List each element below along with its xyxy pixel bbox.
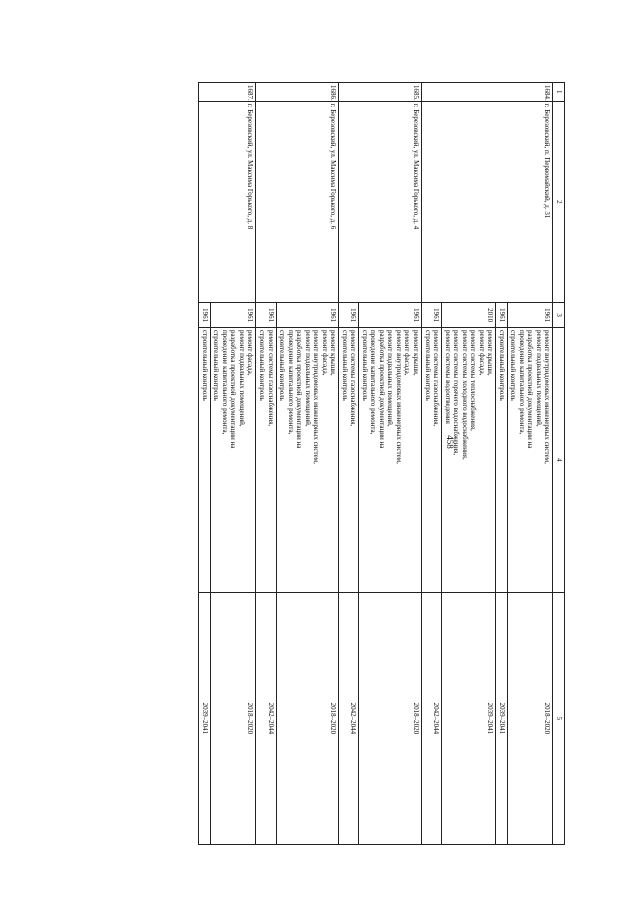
work-item: ремонт системы водоотведения: [443, 330, 452, 424]
work-item: строительный контроль: [258, 330, 266, 401]
year-cell: 1961: [359, 303, 422, 328]
table-row: [507, 83, 553, 845]
column-number: 4: [553, 328, 565, 593]
period-cell: 2018–2020: [210, 592, 256, 844]
column-number: 2: [553, 101, 565, 303]
period-cell: 2018–2020: [359, 592, 422, 844]
work-item: ремонт крыши,: [329, 330, 338, 376]
work-list: [442, 328, 496, 593]
work-list: [507, 328, 553, 593]
period-cell: 2039–2041: [199, 592, 211, 844]
year-cell: 1961: [256, 303, 276, 328]
work-list: [199, 328, 211, 593]
building-address: г. Березовский, п. Первомайский, д. 31: [422, 101, 553, 303]
table-row: [359, 83, 422, 845]
period-cell: 2042–2044: [422, 592, 442, 844]
work-item: разработка проектной документации на: [229, 330, 238, 449]
work-item: разработка проектной документации на: [377, 330, 386, 449]
period-cell: 2018–2020: [507, 592, 553, 844]
row-number: 1687.: [199, 83, 256, 102]
period-cell: 2039–2041: [496, 592, 508, 844]
work-item: строительный контроль: [509, 330, 518, 401]
period-cell: 2042–2044: [256, 592, 276, 844]
work-list: [339, 328, 359, 593]
building-address: г. Березовский, ул. Максима Горького, д. 6: [256, 101, 339, 303]
column-number: 5: [553, 592, 565, 844]
work-item: ремонт фасада,: [403, 330, 412, 376]
work-item: ремонт системы газоснабжения,: [432, 330, 441, 427]
work-item: строительный контроль: [200, 330, 209, 401]
work-item: ремонт фасада,: [320, 330, 329, 376]
work-item: проведение капитального ремонта,: [517, 330, 526, 435]
work-item: ремонт крыши,: [412, 330, 421, 376]
row-number: 1686.: [256, 83, 339, 102]
table-row: [276, 83, 339, 845]
column-number: 3: [553, 303, 565, 328]
work-item: ремонт подвальных помещений,: [386, 330, 395, 427]
work-item: строительный контроль: [360, 330, 369, 401]
work-item: разработка проектной документации на: [295, 330, 304, 449]
work-item: строительный контроль: [340, 330, 349, 401]
period-cell: 2039–2041: [442, 592, 496, 844]
work-item: строительный контроль: [423, 330, 432, 401]
column-number: 1: [553, 83, 565, 102]
work-item: ремонт подвальных помещений,: [534, 330, 543, 427]
building-address: г. Березовский, ул. Максима Горького, д. 8: [199, 101, 256, 303]
work-item: ремонт фасада,: [246, 330, 255, 376]
work-list: [496, 328, 508, 593]
work-item: ремонт системы газоснабжения,: [349, 330, 358, 427]
work-item: ремонт системы теплоснабжения,: [469, 330, 478, 431]
work-list: [359, 328, 422, 593]
work-item: ремонт внутридомовых инженерных систем,: [394, 330, 403, 464]
year-cell: 1961: [276, 303, 339, 328]
work-list: [210, 328, 256, 593]
work-list: [422, 328, 442, 593]
page-number: 458: [445, 435, 455, 449]
year-cell: 1961: [422, 303, 442, 328]
period-cell: 2018–2020: [276, 592, 339, 844]
work-list: [276, 328, 339, 593]
work-item: ремонт крыши,: [486, 330, 495, 376]
work-item: ремонт системы холодного водоснабжения,: [460, 330, 469, 460]
capital-repair-table: [76, 82, 565, 845]
year-cell: 1961: [210, 303, 256, 328]
row-number: 1684.: [422, 83, 553, 102]
work-item: ремонт внутридомовых инженерных систем,: [543, 330, 552, 464]
building-address: г. Березовский, ул. Максима Горького, д. 4: [339, 101, 422, 303]
work-item: ремонт фасада,: [477, 330, 486, 376]
work-list: [256, 328, 276, 593]
year-cell: 1961: [199, 303, 211, 328]
work-item: строительный контроль: [212, 330, 221, 401]
work-item: проведение капитального ремонта,: [369, 330, 378, 435]
work-item: разработка проектной документации на: [526, 330, 535, 449]
work-item: проведение капитального ремонта,: [286, 330, 295, 435]
period-cell: 2042–2044: [339, 592, 359, 844]
year-cell: 1961: [339, 303, 359, 328]
work-item: строительный контроль: [278, 330, 287, 401]
work-item: проведение капитального ремонта,: [220, 330, 229, 435]
work-item: ремонт системы горячего водоснабжения,: [452, 330, 461, 456]
row-number: 1685.: [339, 83, 422, 102]
work-item: ремонт подвальных помещений,: [237, 330, 246, 427]
work-item: строительный контроль: [497, 330, 506, 401]
work-item: ремонт подвальных помещений,: [303, 330, 312, 427]
table-row: [210, 83, 256, 845]
year-cell: 1961: [496, 303, 508, 328]
work-item: ремонт системы газоснабжения,: [266, 330, 275, 427]
column-number-row: [553, 83, 565, 845]
year-cell: 1961: [507, 303, 553, 328]
work-item: ремонт внутридомовых инженерных систем,: [312, 330, 321, 464]
year-cell: 2010: [442, 303, 496, 328]
